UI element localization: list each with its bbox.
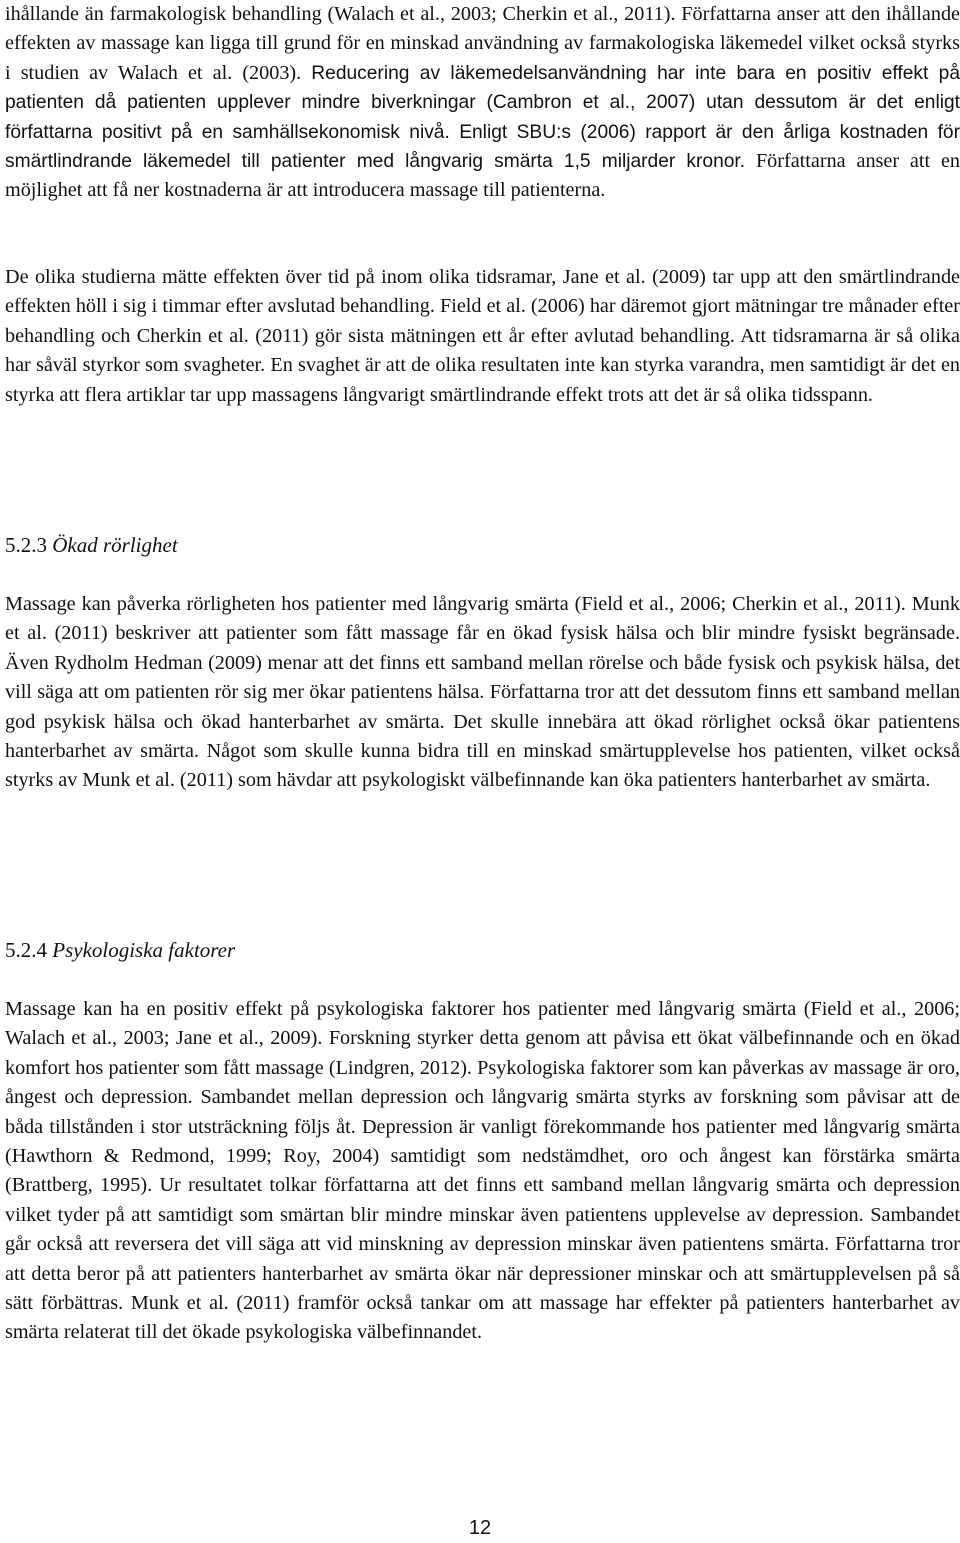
paragraph-text-serif-2: Författarna anser att en möjlighet att få ner kostnaderna är att introducera massage till patienterna.	[5, 150, 960, 202]
section-heading-5-2-4	[5, 938, 235, 963]
paragraph-timeframes: De olika studierna mätte effekten över tid på inom olika tidsramar, Jane et al. (2009) tar upp att den smärtlindrande effekten höll i sig i timmar efter avslutad behandling. Field et al. (2006) har däremot gjort mätningar tre månader efter behandling och Cherkin et al. (2011) gör sista mätningen ett år efter avlutad behandling. Att tidsramarna är så olika har såväl styrkor som svagheter. En svaghet är att de olika resultaten inte kan styrka varandra, men samtidigt är det en styrka att flera artiklar tar upp massagens långvarigt smärtlindrande effekt trots att det är så olika tidsspann.	[5, 266, 960, 406]
section-heading-5-2-3	[5, 533, 178, 558]
paragraph-text-sans-1: Reducering av läkemedelsanvändning har inte bara en positiv effekt på patienten då patienten upplever mindre biverkningar (Cambron et al.	[5, 62, 960, 114]
paragraph-text-sans-2: , 2007) utan dessutom är det enligt författarna positivt på en samhällsekonomisk nivå. Enligt SBU:s (2006) rapport är den årliga kostnaden för smärtlindrande läkemedel till patienter med långvarig smärta 1,5 miljarder kronor.	[5, 92, 960, 173]
section-title: Psykologiska faktorer	[52, 938, 236, 962]
page-number: 12	[468, 1517, 492, 1539]
section-number: 5.2.3	[5, 533, 47, 557]
paragraph-mobility: Massage kan påverka rörligheten hos patienter med långvarig smärta (Field et al., 2006; Cherkin et al., 2011). Munk et al. (2011) beskriver att patienter som fått massage får en ökad fysisk hälsa och blir mindre fysiskt begränsade. Även Rydholm Hedman (2009) menar att det finns ett samband mellan rörelse och både fysisk och psykisk hälsa, det vill säga att om patienten rör sig mer ökar patientens hälsa. Författarna tror att det dessutom finns ett samband mellan god psykisk hälsa och ökad hanterbarhet av smärta. Det skulle innebära att ökad rörlighet också ökar patientens hanterbarhet av smärta. Något som skulle kunna bidra till en minskad smärtupplevelse hos patienten, vilket också styrks av Munk et al. (2011) som hävdar att psykologiskt välbefinnande kan öka patienters hanterbarhet av smärta.	[5, 593, 960, 792]
paragraph-psychological-factors: Massage kan ha en positiv effekt på psykologiska faktorer hos patienter med långvarig smärta (Field et al., 2006; Walach et al., 2003; Jane et al., 2009). Forskning styrker detta genom att påvisa ett ökat välbefinnande och en ökad komfort hos patienter som fått massage (Lindgren, 2012). Psykologiska faktorer som kan påverkas av massage är oro, ångest och depression. Sambandet mellan depression och långvarig smärta styrks av forskning som påvisar att de båda tillstånden i stor utsträckning följs åt. Depression är vanligt förekommande hos patienter med långvarig smärta (Hawthorn & Redmond, 1999; Roy, 2004) samtidigt som nedstämdhet, oro och ångest kan förstärka smärta (Brattberg, 1995). Ur resultatet tolkar författarna att det finns ett samband mellan långvarig smärta och depression vilket tyder på att samtidigt som smärtan blir mindre minskar även patientens upplevelse av depression. Sambandet går också att reversera det vill säga att vid minskning av depression minskar även patientens smärta. Författarna tror att detta beror på att patienters hanterbarhet av smärta ökar när depressioner minskar och att smärtupplevelsen på så sätt förbättras. Munk et al. (2011) framför också tankar om att massage har effekter på patienters hanterbarhet av smärta relaterat till det ökade psykologiska välbefinnandet.	[5, 998, 960, 1344]
section-title: Ökad rörlighet	[52, 533, 178, 557]
section-number: 5.2.4	[5, 938, 47, 962]
paragraph-text-serif-1: ihållande än farmakologisk behandling (Walach et al., 2003; Cherkin et al., 2011). Författarna anser att den ihållande effekten av massage kan ligga till grund för en minskad användning av farmakologiska läkemedel vilket också styrks i studien av Walach et al. (2003).	[5, 3, 960, 84]
paragraph-medication-reduction	[5, 0, 960, 206]
